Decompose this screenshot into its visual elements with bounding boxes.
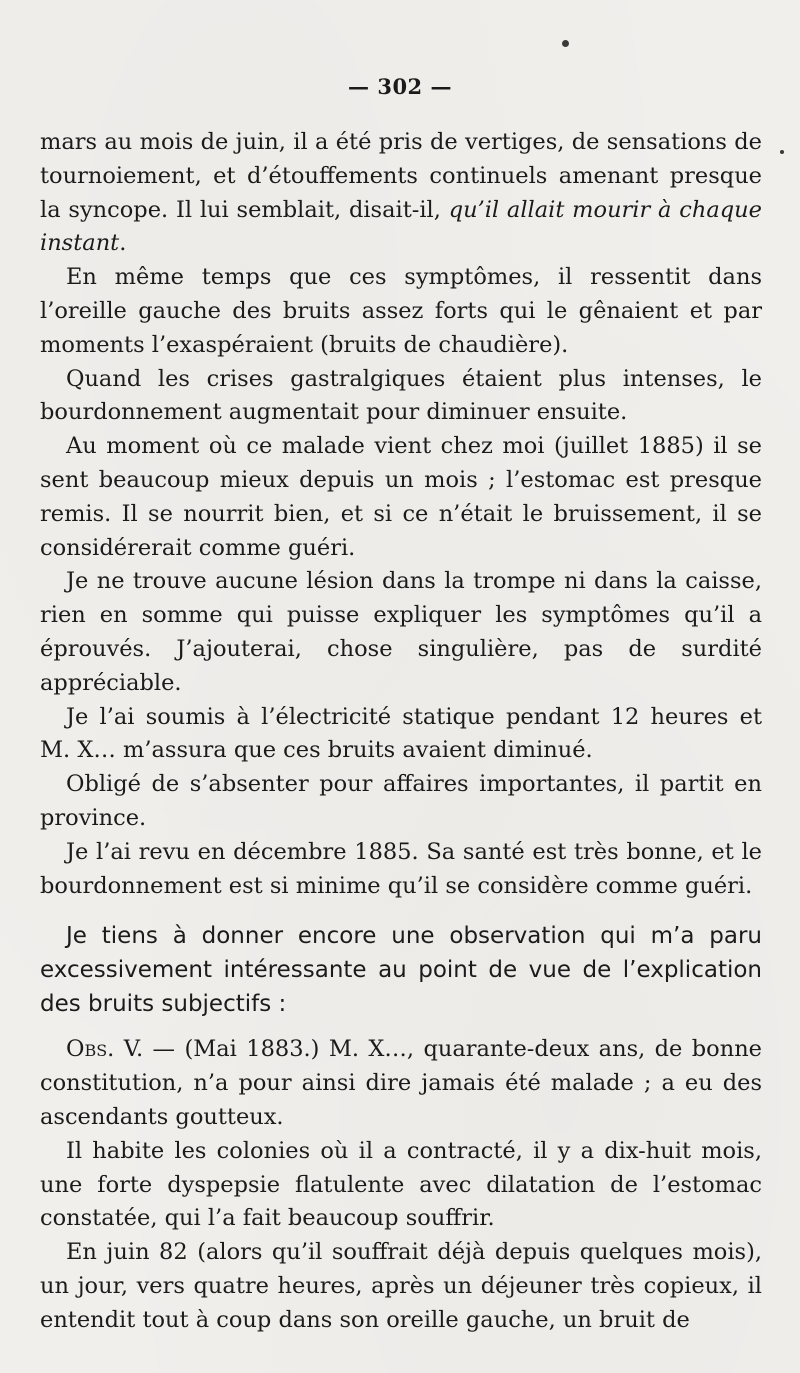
- paragraph: Au moment où ce malade vient chez moi (juillet 1885) il se sent beaucoup mieux depuis un mois ; l’estomac est presque remis. Il se nourrit bien, et si ce n’était le bruissement, il se considérerait comme guéri.: [40, 433, 762, 561]
- paragraph: Obligé de s’absenter pour affaires importantes, il partit en province.: [40, 771, 762, 831]
- italic-quote: qu’il allait mourir à chaque instant: [40, 196, 762, 257]
- paragraph: Quand les crises gastralgiques étaient plus intenses, le bourdonnement augmentait pour diminuer ensuite.: [40, 365, 762, 426]
- paragraph: Il habite les colonies où il a contracté, il y a dix-huit mois, une forte dyspepsie flatulente avec dilatation de l’estomac constatée, qui l’a fait beaucoup souffrir.: [40, 1137, 762, 1232]
- body-text: [40, 126, 762, 1338]
- ink-speck: [780, 150, 784, 154]
- paragraph-text: — (Mai 1883.) M. X…, quarante-deux ans, de bonne constitution, n’a pour ainsi dire jamais été malade ; a eu des ascendants goutteux.: [40, 1036, 762, 1130]
- paragraph: Je l’ai revu en décembre 1885. Sa santé est très bonne, et le bourdonnement est si minime qu’il se considère comme guéri.: [40, 838, 762, 899]
- observation-heading-paragraph: [40, 1033, 762, 1134]
- paragraph-text: mars au mois de juin, il a été pris de vertiges, de sensations de tournoiement, et d’étouffements continuels amenant presque la syncope. Il lui semblait, disait-il,: [40, 129, 762, 223]
- observation-label: Obs. V.: [66, 1036, 144, 1063]
- paragraph: Je ne trouve aucune lésion dans la trompe ni dans la caisse, rien en somme qui puisse expliquer les symptômes qu’il a éprouvés. J’ajouterai, chose singulière, pas de surdité appréciable.: [40, 568, 762, 696]
- page-number: — 302 —: [348, 74, 452, 99]
- paragraph-continuation: [40, 126, 762, 261]
- paragraph-text: .: [119, 230, 127, 257]
- ink-speck: [562, 40, 569, 47]
- paragraph: En même temps que ces symptômes, il ressentit dans l’oreille gauche des bruits assez forts qui le gênaient et par moments l’exaspéraient (bruits de chaudière).: [40, 264, 762, 358]
- paragraph: En juin 82 (alors qu’il souffrait déjà depuis quelques mois), un jour, vers quatre heures, après un déjeuner très copieux, il entendit tout à coup dans son oreille gauche, un bruit de: [40, 1239, 762, 1333]
- paragraph: Je l’ai soumis à l’électricité statique pendant 12 heures et M. X… m’assura que ces bruits avaient diminué.: [40, 703, 762, 764]
- observation-intro: Je tiens à donner encore une observation qui m’a paru excessivement intéressante au point de vue de l’explication des bruits subjectifs :: [40, 923, 762, 1018]
